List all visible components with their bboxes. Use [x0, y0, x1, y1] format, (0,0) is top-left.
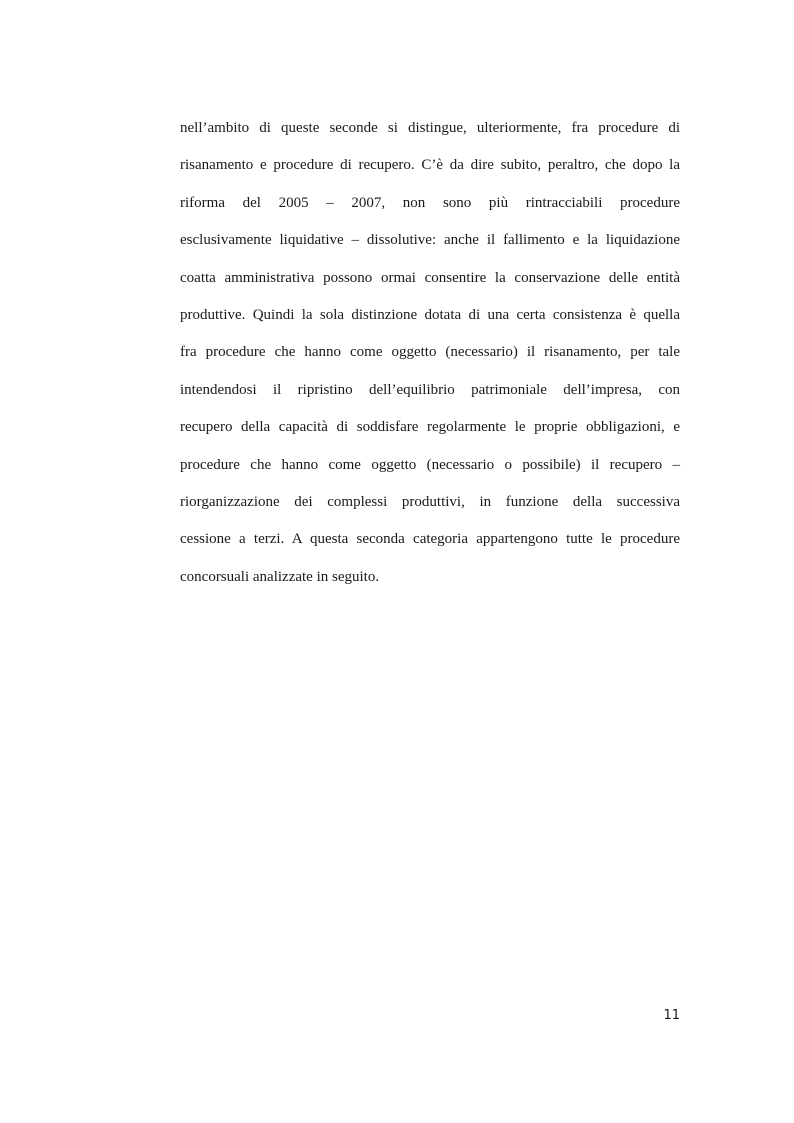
paragraph-line-8: intendendosi il ripristino dell’equilibrio patrimoniale dell’impresa, con [180, 381, 680, 398]
paragraph-line-7: fra procedure che hanno come oggetto (necessario) il risanamento, per tale [180, 344, 680, 361]
paragraph-line-3: riforma del 2005 – 2007, non sono più rintracciabili procedure [180, 194, 680, 211]
paragraph-line-4: esclusivamente liquidative – dissolutive: anche il fallimento e la liquidazione [180, 232, 680, 249]
paragraph-line-2: risanamento e procedure di recupero. C’è da dire subito, peraltro, che dopo la [180, 157, 680, 174]
paragraph-line-6: produttive. Quindi la sola distinzione dotata di una certa consistenza è quella [180, 306, 680, 323]
page-number: 11 [663, 1008, 680, 1023]
paragraph-line-12: cessione a terzi. A questa seconda categoria appartengono tutte le procedure [180, 531, 680, 548]
body-paragraph [180, 110, 680, 596]
paragraph-line-13: concorsuali analizzate in seguito. [180, 568, 380, 585]
paragraph-line-5: coatta amministrativa possono ormai consentire la conservazione delle entità [180, 269, 680, 286]
paragraph-line-10: procedure che hanno come oggetto (necessario o possibile) il recupero – [180, 456, 680, 473]
paragraph-line-11: riorganizzazione dei complessi produttivi, in funzione della successiva [180, 493, 680, 510]
paragraph-line-1: nell’ambito di queste seconde si distingue, ulteriormente, fra procedure di [180, 120, 680, 136]
paragraph-line-9: recupero della capacità di soddisfare regolarmente le proprie obbligazioni, e [180, 419, 680, 436]
